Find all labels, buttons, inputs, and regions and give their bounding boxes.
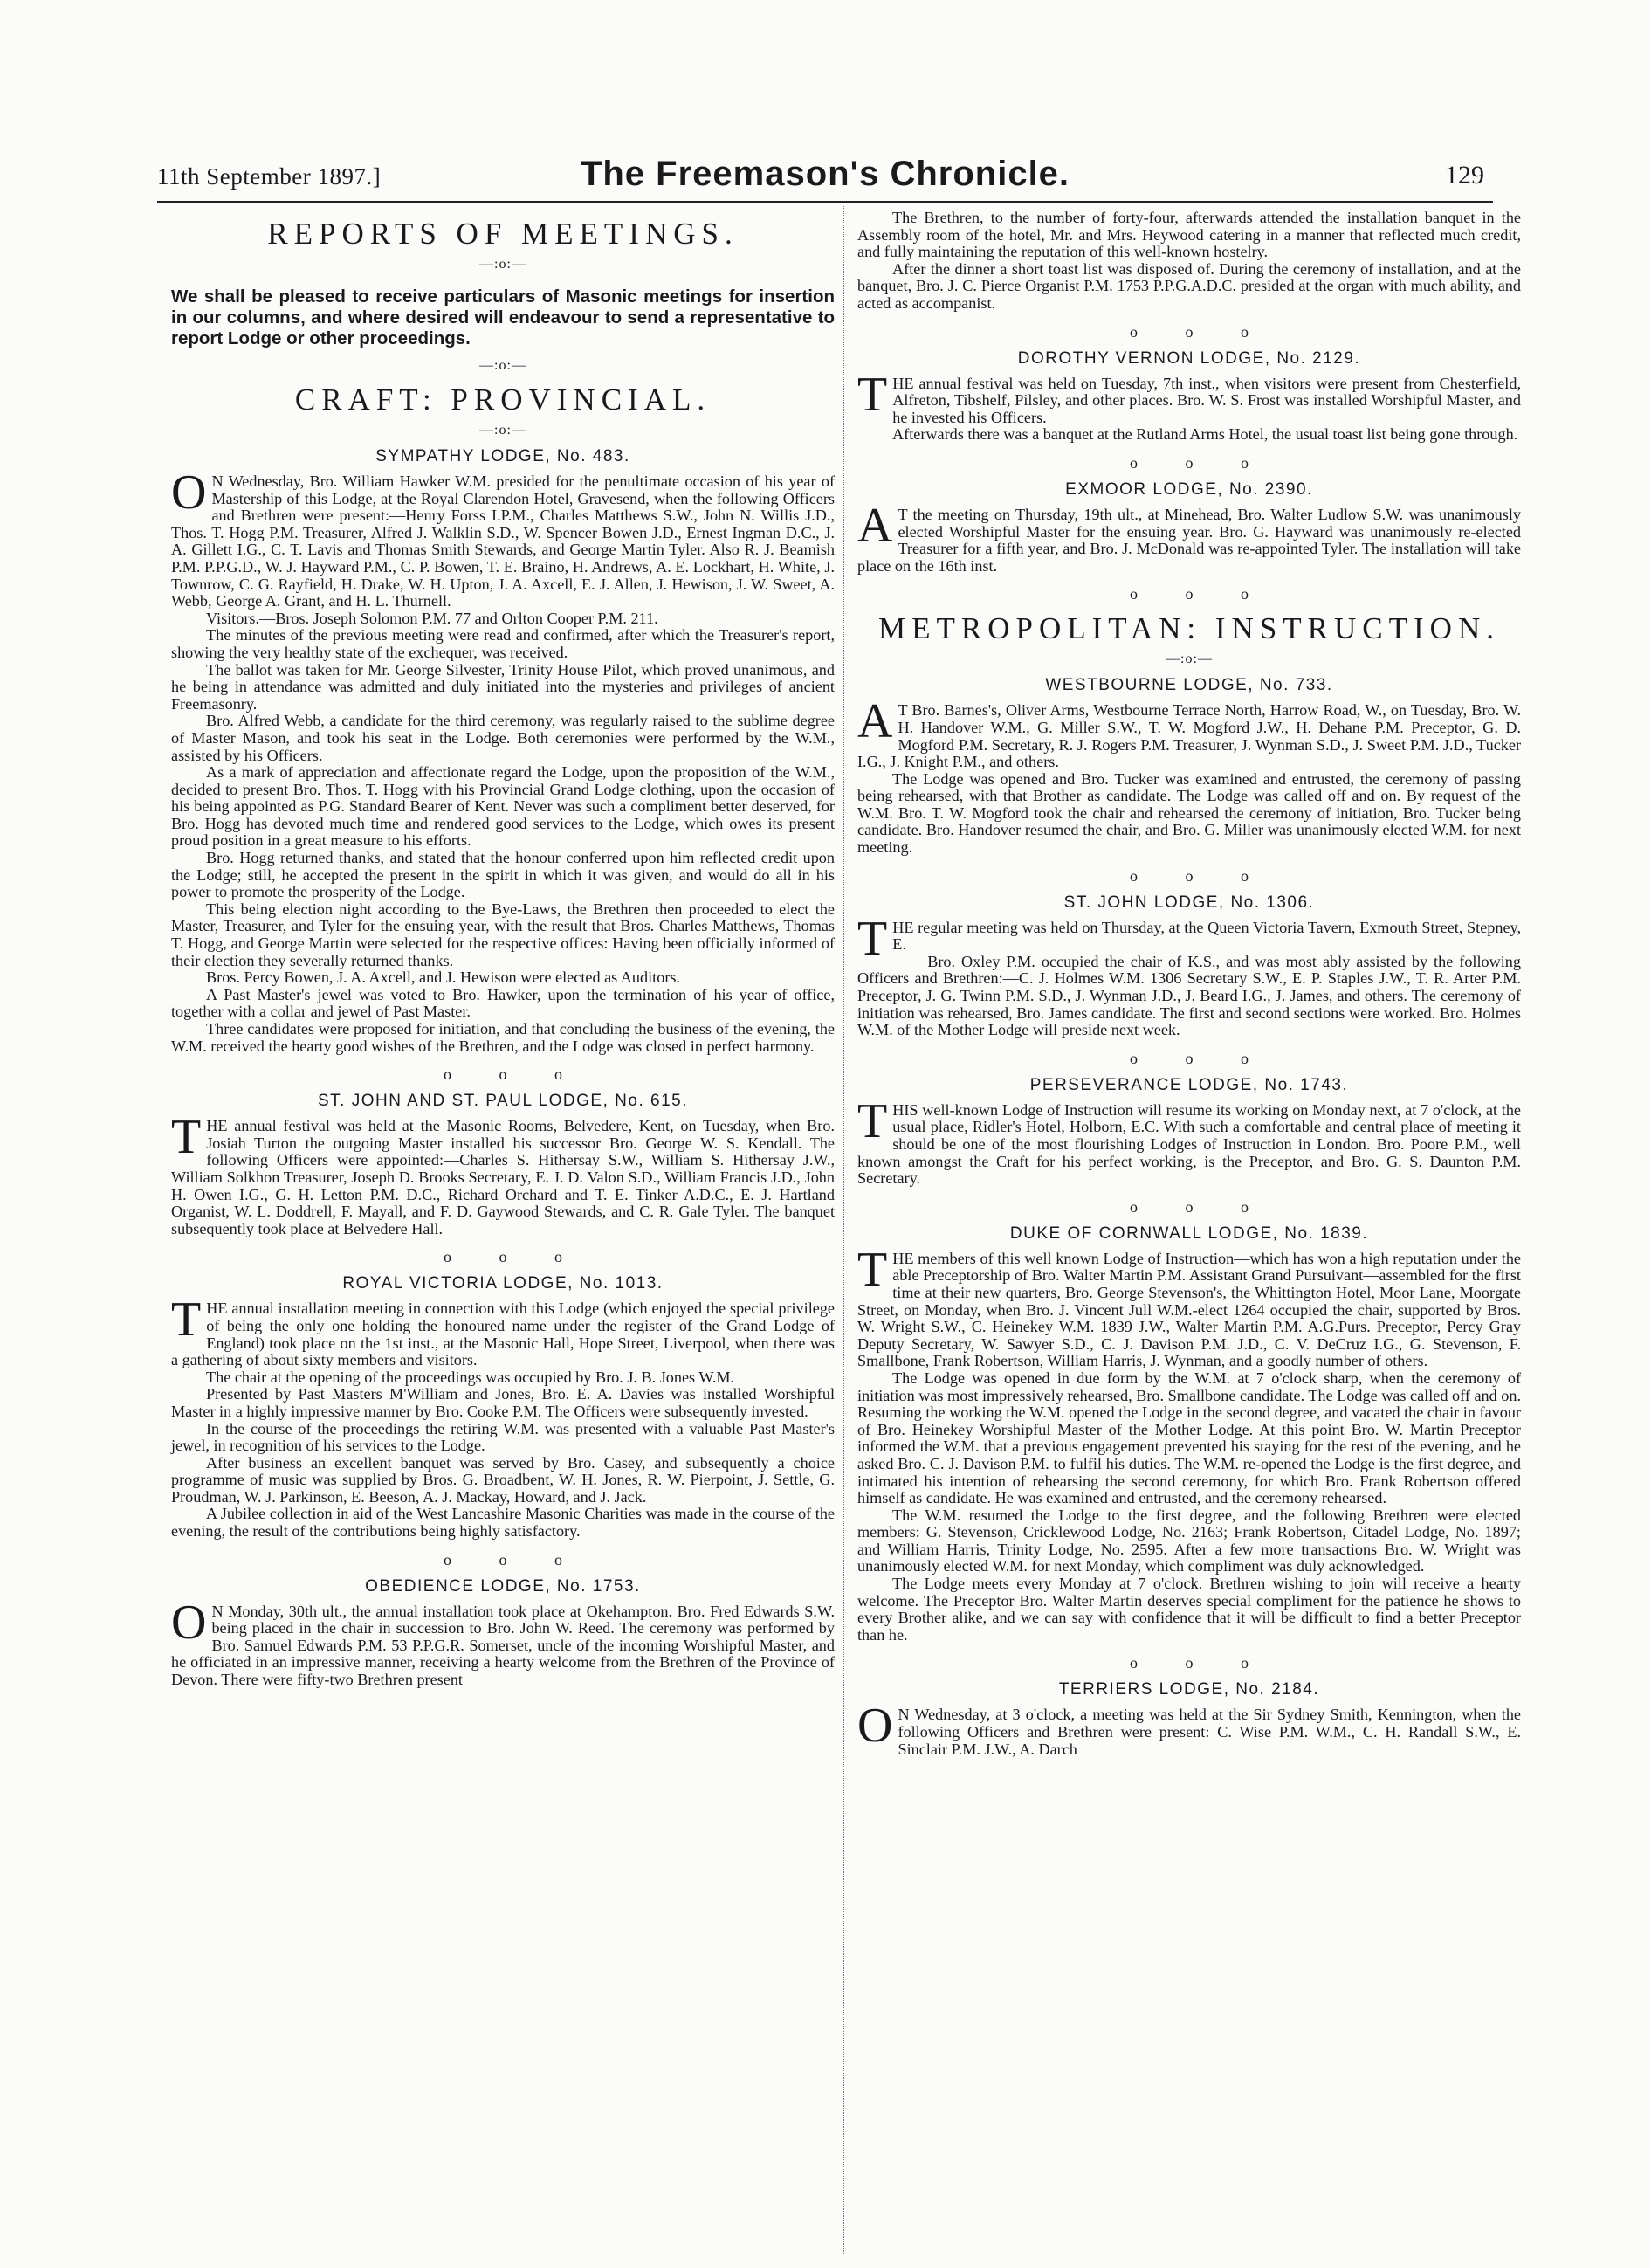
section-separator: o o o [1130, 585, 1249, 603]
paragraph-text: HE annual festival was held on Tuesday, 7th inst., when visitors were present from Chesterfield, Alfreton, Tibshelf, Pilsley, and other places. Bro. W. S. Frost was installed Worshipful Master, and he invested his Officers. [892, 374, 1521, 426]
article-paragraph: The minutes of the previous meeting were read and confirmed, after which the Treasurer's report, showing the very healthy state of the exchequer, was received. [171, 626, 835, 661]
section-heading-reports: REPORTS OF MEETINGS. [267, 217, 739, 251]
section-separator: o o o [1130, 322, 1249, 341]
lodge-heading: DUKE OF CORNWALL LODGE, No. 1839. [1009, 1224, 1369, 1243]
article-paragraph: A Past Master's jewel was voted to Bro. Hawker, upon the termination of his year of office, together with a collar and jewel of Past Master. [171, 985, 835, 1021]
article-paragraph: Three candidates were proposed for initiation, and that concluding the business of the evening, the W.M. received the hearty good wishes of the Brethren, and the Lodge was closed in perfect harmony. [171, 1020, 835, 1055]
article-paragraph: The ballot was taken for Mr. George Silvester, Trinity House Pilot, which proved unanimous, and he being in attendance was admitted and duly initiated into the mysteries and privileges of ancient Freemasonry. [171, 660, 835, 713]
article-paragraph [857, 1699, 1521, 1758]
lodge-heading: ST. JOHN AND ST. PAUL LODGE, No. 615. [317, 1092, 688, 1111]
section-separator: o o o [1130, 1049, 1249, 1067]
drop-cap: O [171, 1595, 207, 1650]
article-paragraph: This being election night according to the Bye-Laws, the Brethren then proceeded to elect the Master, Treasurer, and Tyler for the ensuing year, with the result that Bros. Charles Matthews, Thomas T. Hogg, and George Martin were selected for the respective offices: Having been officially informed of their election they severally returned thanks. [171, 900, 835, 969]
paragraph-text: N Wednesday, Bro. William Hawker W.M. presided for the penultimate occasion of his year of Mastership of this Lodge, at the Royal Clarendon Hotel, Gravesend, when the following Officers and Brethren were present:—Henry Forss I.P.M., Charles Matthews S.W., John N. Willis J.D., Thos. T. Hogg P.M. Treasurer, Alfred J. Walklin S.D., W. Spencer Bowen J.D., Ernest Ingman D.C., J. A. Gillett I.G., C. T. Lavis and Thomas Smith Stewards, and George Martin Tyler. Also R. J. Beamish P.M. P.P.G.D., W. J. Hayward P.M., C. P. Bowen, T. E. Braino, H. Andrews, A. E. Lockhart, H. White, J. Townrow, C. G. Rayfield, H. Drake, W. H. Upton, J. A. Axcell, E. J. Allen, J. Hewison, J. W. Sweet, A. Webb, George A. Grant, and H. L. Thurnell. [171, 472, 835, 610]
drop-cap: T [857, 367, 888, 422]
paragraph-text: HE regular meeting was held on Thursday, at the Queen Victoria Tavern, Exmouth Street, Stepney, E. [892, 918, 1521, 954]
article-paragraph: Presented by Past Masters M'William and Jones, Bro. E. A. Davies was installed Worshipful Master in a highly impressive manner by Bro. Cooke P.M. The Officers were subsequently invested. [171, 1385, 835, 1420]
paragraph-text: HE annual installation meeting in connection with this Lodge (which enjoyed the special privilege of being the only one holding the honoured name under the register of the Grand Lodge of England) took place on the 1st inst., at the Masonic Hall, Hope Street, Liverpool, when there was a gathering of about sixty members and visitors. [171, 1299, 835, 1369]
drop-cap: T [171, 1110, 202, 1165]
article-paragraph: Bros. Percy Bowen, J. A. Axcell, and J. Hewison were elected as Auditors. [206, 969, 680, 987]
article-paragraph: The W.M. resumed the Lodge to the first degree, and the following Brethren were elected members: G. Stevenson, Cricklewood Lodge, No. 2163; Frank Robertson, Citadel Lodge, No. 1897; and William Harris, Trinity Lodge, No. 2595. After a few more transactions Bro. W. Wright was unanimously elected W.M. for next Monday, which compliment was duly acknowledged. [857, 1506, 1521, 1575]
masthead [157, 148, 1493, 196]
masthead-rule [157, 201, 1493, 203]
drop-cap: T [857, 1242, 888, 1297]
ornament: —:o:— [479, 257, 526, 272]
paragraph-text: HE annual festival was held at the Masonic Rooms, Belvedere, Kent, on Tuesday, when Bro. Josiah Turton the outgoing Master installed his successor Bro. George W. S. Kendall. The following Officers were appointed:—Charles S. Hithersay S.W., William S. Hithersay J.W., William Solkhon Treasurer, Joseph D. Brooks Secretary, E. J. D. Valon S.D., William Francis J.D., John H. Owen I.G., G. H. Letton P.M. D.C., Richard Orchard and T. E. Tinker A.D.C., E. J. Hartland Organist, W. L. Doddrell, F. Mayall, and F. D. Gaywood Stewards, and C. R. Gale Tyler. The banquet subsequently took place at Belvedere Hall. [171, 1117, 835, 1237]
article-paragraph [171, 1293, 835, 1369]
paragraph-text: T the meeting on Thursday, 19th ult., at Minehead, Bro. Walter Ludlow S.W. was unanimously elected Worshipful Master for the ensuing year. Bro. G. Hayward was unanimously re-elected Treasurer for a fifth year, and Bro. J. McDonald was re-appointed Tyler. The installation will take place on the 16th inst. [857, 505, 1521, 575]
drop-cap: T [857, 911, 888, 966]
article-paragraph: In the course of the proceedings the retiring W.M. was presented with a valuable Past Master's jewel, in recognition of his services to the Lodge. [171, 1419, 835, 1455]
lodge-heading: EXMOOR LODGE, No. 2390. [1065, 479, 1313, 499]
drop-cap: T [171, 1293, 202, 1348]
article-paragraph: After the dinner a short toast list was disposed of. During the ceremony of installation, and at the banquet, Bro. J. C. Pierce Organist P.M. 1753 P.P.G.A.D.C. presided at the organ with much ability, and acted as accompanist. [857, 259, 1521, 312]
lodge-heading: SYMPATHY LODGE, No. 483. [375, 447, 630, 465]
article-paragraph: The chair at the opening of the proceedings was occupied by Bro. J. B. Jones W.M. [206, 1368, 735, 1386]
article-paragraph: The Lodge was opened and Bro. Tucker was examined and entrusted, the ceremony of passing being rehearsed, with that Brother as candidate. The Lodge was called off and on. By request of the W.M. Bro. T. W. Mogford took the chair and rehearsed the ceremony of initiation, Bro. Tucker being candidate. Bro. Handover resumed the chair, and Bro. G. Miller was unanimously elected W.M. for next meeting. [857, 769, 1521, 857]
article-paragraph [171, 1110, 835, 1237]
article-paragraph: Bro. Hogg returned thanks, and stated that the honour conferred upon him reflected credit upon the Lodge; still, he accepted the present in the spirit in which it was given, and would do all in his power to promote the prosperity of the Lodge. [171, 849, 835, 901]
article-paragraph [857, 498, 1521, 575]
editorial-notice: We shall be pleased to receive particulars of Masonic meetings for insertion in our columns, and where desired will endeavour to send a representative to report Lodge or other proceedings. [171, 286, 835, 348]
column-divider [843, 206, 844, 2254]
section-separator: o o o [1130, 866, 1249, 885]
drop-cap: O [171, 465, 207, 520]
article-paragraph: The Lodge was opened in due form by the W.M. at 7 o'clock sharp, when the ceremony of initiation was most impressively rehearsed, Bro. Smallbone candidate. The Lodge was called off and on. Resuming the working the W.M. opened the Lodge in the second degree, and vacated the chair in favour of Bro. Heinekey Worshipful Master of the Mother Lodge. At this point Bro. W. Martin Preceptor informed the W.M. that a previous engagement prevented his staying for the rest of the evening, and he asked Bro. C. J. Davison P.M. to fulfil his duties. The W.M. re-opened the Lodge is the first degree, and intimated his intention of rehearsing the second ceremony, for which Bro. Frank Robertson offered himself as candidate. He was examined and entrusted, and the ceremony rehearsed. [857, 1368, 1521, 1507]
lodge-heading: DOROTHY VERNON LODGE, No. 2129. [1017, 348, 1361, 368]
lodge-heading: OBEDIENCE LODGE, No. 1753. [365, 1576, 641, 1596]
section-separator: o o o [444, 1550, 562, 1568]
article-paragraph [171, 465, 835, 610]
article-paragraph: Visitors.—Bros. Joseph Solomon P.M. 77 and Orlton Cooper P.M. 211. [206, 609, 658, 627]
article-paragraph [857, 1242, 1521, 1370]
article-paragraph: Bro. Oxley P.M. occupied the chair of K.S., and was most ably assisted by the following Officers and Brethren:—C. J. Holmes W.M. 1306 Secretary S.W., E. P. Staples J.W., T. R. Arter P.M. Preceptor, J. G. Twinn P.M. S.D., J. Wynman J.D., J. Beard I.G., J. James, and others. The ceremony of initiation was rehearsed, Bro. James candidate. The first and second sections were worked. Bro. Holmes W.M. of the Mother Lodge will preside next week. [857, 952, 1521, 1039]
right-column [857, 210, 1521, 1758]
paragraph-text: T Bro. Barnes's, Oliver Arms, Westbourne Terrace North, Harrow Road, W., on Tuesday, Bro. W. H. Handover W.M., G. Miller S.W., T. W. Mogford J.W., H. Dehane P.M. Preceptor, G. D. Mogford P.M. Secretary, R. J. Rogers P.M. Treasurer, J. Wynman S.D., J. Sweet P.M. J.D., Tucker I.G., J. Knight P.M., and others. [857, 701, 1521, 771]
article-paragraph [171, 1595, 835, 1689]
paragraph-text: HIS well-known Lodge of Instruction will resume its working on Monday next, at 7 o'clock, at the usual place, Ridler's Hotel, Holborn, E.C. With such a comfortable and central place of meeting it should be one of the most flourishing Lodges of Instruction in London. Bro. Poore P.M., well known amongst the Craft for his perfect working, is the Preceptor, and Bro. G. S. Daunton P.M. Secretary. [857, 1100, 1521, 1188]
article-paragraph: Bro. Alfred Webb, a candidate for the third ceremony, was regularly raised to the sublime degree of Master Mason, and took his seat in the Lodge. Both ceremonies were performed by the W.M., assisted by his Officers. [171, 712, 835, 764]
lodge-heading: PERSEVERANCE LODGE, No. 1743. [1029, 1075, 1349, 1094]
article-paragraph: As a mark of appreciation and affectionate regard the Lodge, upon the proposition of the W.M., decided to present Bro. Thos. T. Hogg with his Provincial Grand Lodge clothing, upon the occasion of his being appointed as P.G. Standard Bearer of Kent. Never was such a compliment better deserved, for Bro. Hogg has devoted much time and rendered good services to the Lodge, which owes its present proud position in a great measure to his efforts. [171, 763, 835, 850]
drop-cap: T [857, 1093, 888, 1148]
publication-title: The Freemason's Chronicle. [580, 155, 1070, 193]
paragraph-text: N Monday, 30th ult., the annual installation took place at Okehampton. Bro. Fred Edwards S.W. being placed in the chair in succession to Bro. John W. Reed. The ceremony was performed by Bro. Samuel Edwards P.M. 53 P.P.G.R. Somerset, uncle of the incoming Worshipful Master, and he officiated in an impressive manner, receiving a hearty welcome from the Brethren of the Province of Devon. There were fifty-two Brethren present [171, 1602, 835, 1689]
article-paragraph [857, 1093, 1521, 1188]
article-paragraph: After business an excellent banquet was served by Bro. Casey, and subsequently a choice programme of music was supplied by Bros. G. Broadbent, W. H. Jones, R. W. Pierpoint, J. Settle, G. Proudman, W. J. Parkinson, E. Beeson, A. J. Mackay, Howard, and J. Jack. [171, 1453, 835, 1506]
ornament: —:o:— [479, 358, 526, 373]
paragraph-text: N Wednesday, at 3 o'clock, a meeting was held at the Sir Sydney Smith, Kennington, when the following Officers and Brethren were present: C. Wise P.M. W.M., C. H. Randall S.W., E. Sinclair P.M. J.W., A. Darch [898, 1706, 1521, 1758]
ornament: —:o:— [479, 423, 526, 438]
drop-cap: O [857, 1699, 893, 1754]
article-paragraph: The Lodge meets every Monday at 7 o'clock. Brethren wishing to join will receive a hearty welcome. The Preceptor Bro. Walter Martin deserves special compliment for the patience he shows to every Brother alike, and we can say with confidence that it will be difficult to find a better Preceptor than he. [857, 1575, 1521, 1644]
article-paragraph: A Jubilee collection in aid of the West Lancashire Masonic Charities was made in the course of the evening, the result of the contributions being highly satisfactory. [171, 1505, 835, 1541]
section-separator: o o o [444, 1065, 562, 1084]
section-heading-metropolitan-instruction: METROPOLITAN: INSTRUCTION. [878, 611, 1500, 646]
lodge-heading: TERRIERS LODGE, No. 2184. [1058, 1680, 1320, 1699]
drop-cap: A [857, 694, 893, 749]
section-separator: o o o [1130, 1197, 1249, 1216]
lodge-heading: ROYAL VICTORIA LODGE, No. 1013. [342, 1274, 664, 1293]
drop-cap: A [857, 498, 893, 553]
page-number: 129 [1445, 161, 1484, 190]
article-paragraph [857, 911, 1521, 966]
section-heading-craft-provincial: CRAFT: PROVINCIAL. [294, 383, 712, 417]
section-separator: o o o [1130, 453, 1249, 472]
paragraph-text: HE members of this well known Lodge of Instruction—which has won a high reputation under the able Preceptorship of Bro. Walter Martin P.M. Assistant Grand Pursuivant—assembled for the first time at their new quarters, Bro. George Stevenson's, the Whittington Hotel, Moor Lane, Moorgate Street, on Monday, when Bro. J. Vincent Jull W.M.-elect 1264 occupied the chair, supported by Bros. W. Wright S.W., C. Heinekey W.M. 1839 J.W., Walter Martin P.M. A.G.Purs. Preceptor, Percy Gray Deputy Secretary, W. Sawyer S.D., C. J. Davison P.M. J.D., C. V. DeCruz I.G., G. Stevenson, F. Smallbone, Frank Robertson, William Harris, J. Wynman, and a goodly number of others. [857, 1249, 1521, 1370]
article-paragraph [857, 694, 1521, 771]
article-paragraph: Afterwards there was a banquet at the Rutland Arms Hotel, the usual toast list being gone through. [892, 425, 1518, 444]
section-separator: o o o [444, 1248, 562, 1266]
section-separator: o o o [1130, 1654, 1249, 1672]
lodge-heading: ST. JOHN LODGE, No. 1306. [1063, 893, 1315, 912]
issue-date: 11th September 1897.] [157, 163, 382, 190]
ornament: —:o:— [1166, 651, 1213, 667]
article-paragraph [857, 367, 1521, 427]
left-column [171, 210, 835, 1689]
article-paragraph: The Brethren, to the number of forty-four, afterwards attended the installation banquet in the Assembly room of the hotel, Mr. and Mrs. Heywood catering in a manner that reflected much credit, and fully maintaining the reputation of this well-known hostelry. [857, 209, 1521, 261]
lodge-heading: WESTBOURNE LODGE, No. 733. [1045, 676, 1333, 695]
